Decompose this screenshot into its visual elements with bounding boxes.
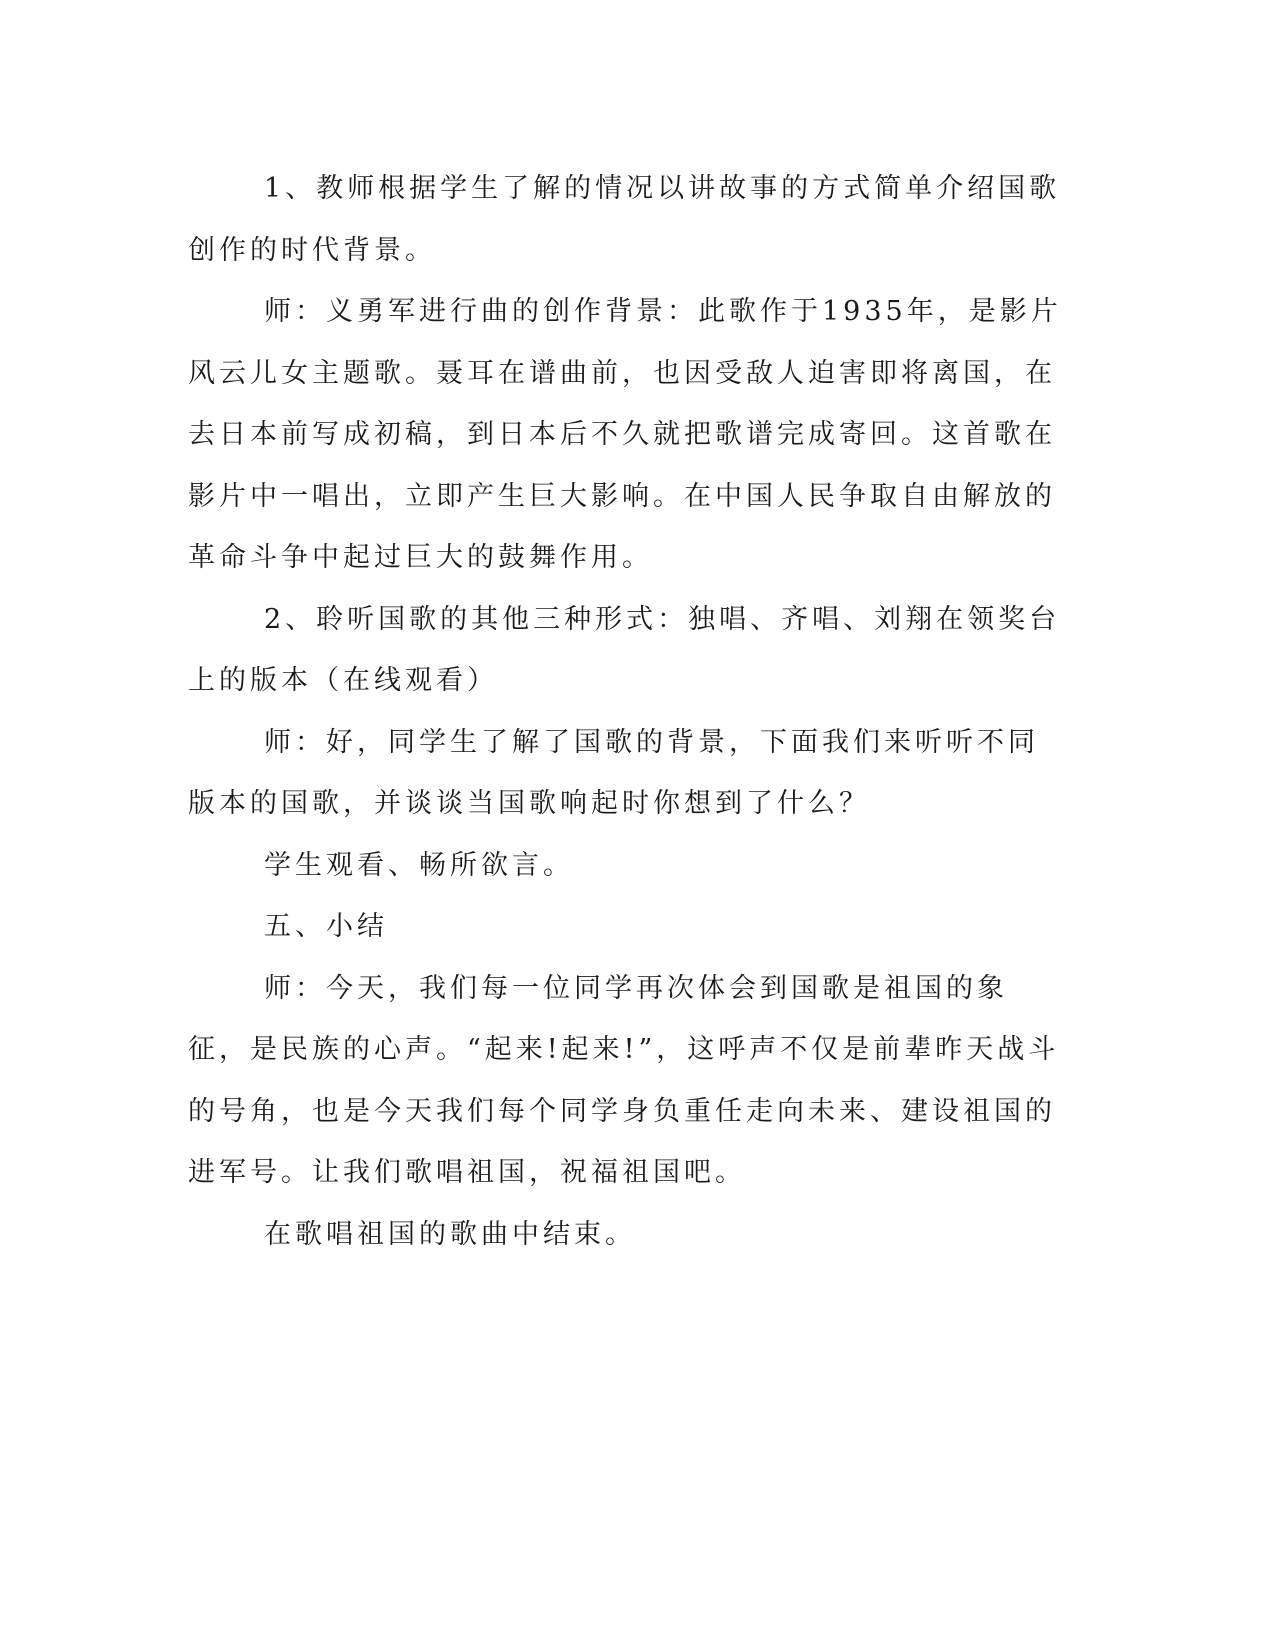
paragraph-ending: 在歌唱祖国的歌曲中结束。 [264,1218,636,1250]
document-body [188,158,1068,1265]
paragraph-summary: 师：今天，我们每一位同学再次体会到国歌是祖国的象征，是民族的心声。“起来!起来!”，这呼声不仅是前辈昨天战斗的号角，也是今天我们每个同学身负重任走向未来、建设祖国的进军号。让我们歌唱祖国，祝福祖国吧。 [188,972,1060,1188]
paragraph-teacher-prompt: 师：好，同学生了解了国歌的背景，下面我们来听听不同版本的国歌，并谈谈当国歌响起时你想到了什么？ [188,726,1039,819]
paragraph-step-2: 2、聆听国歌的其他三种形式：独唱、齐唱、刘翔在领奖台上的版本（在线观看） [188,603,1061,696]
paragraph-student-activity: 学生观看、畅所欲言。 [264,849,574,881]
paragraph-step-1: 1、教师根据学生了解的情况以讲故事的方式简单介绍国歌创作的时代背景。 [188,173,1061,266]
section-heading-summary: 五、小结 [264,911,388,942]
paragraph-anthem-background: 师：义勇军进行曲的创作背景：此歌作于1935年，是影片风云儿女主题歌。聂耳在谱曲前，也因受敌人迫害即将离国，在去日本前写成初稿，到日本后不久就把歌谱完成寄回。这首歌在影片中一唱出，立即产生巨大影响。在中国人民争取自由解放的革命斗争中起过巨大的鼓舞作用。 [188,296,1062,573]
